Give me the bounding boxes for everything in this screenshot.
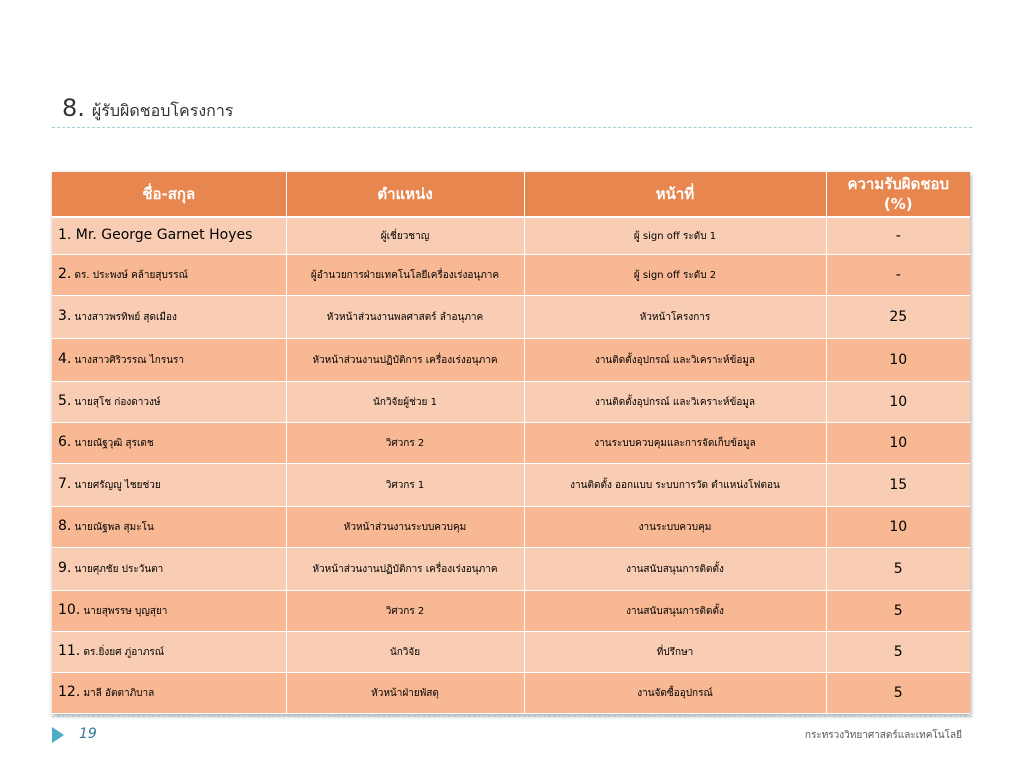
cell-duty: ที่ปรึกษา bbox=[524, 632, 826, 673]
table-row bbox=[52, 339, 970, 382]
cell-percent: 5 bbox=[826, 632, 970, 673]
table-row bbox=[52, 217, 970, 255]
top-divider bbox=[52, 127, 972, 128]
cell-name: 8. นายณัฐพล สุมะโน bbox=[52, 507, 286, 548]
cell-percent: - bbox=[826, 217, 970, 255]
bottom-divider bbox=[52, 716, 972, 717]
cell-name: 2. ดร. ประพงษ์ คล้ายสุบรรณ์ bbox=[52, 255, 286, 296]
page-number: 19 bbox=[79, 726, 97, 742]
cell-duty: งานจัดซื้ออุปกรณ์ bbox=[524, 673, 826, 714]
cell-position: ผู้เชี่ยวชาญ bbox=[286, 217, 524, 255]
cell-position: ผู้อำนวยการฝ่ายเทคโนโลยีเครื่องเร่งอนุภาค bbox=[286, 255, 524, 296]
cell-duty: ผู้ sign off ระดับ 2 bbox=[524, 255, 826, 296]
cell-name: 9. นายศุภชัย ประวันตา bbox=[52, 548, 286, 591]
table-row bbox=[52, 255, 970, 296]
cell-percent: 10 bbox=[826, 507, 970, 548]
cell-position: หัวหน้าฝ่ายพัสดุ bbox=[286, 673, 524, 714]
header-position: ตำแหน่ง bbox=[286, 172, 524, 217]
cell-duty: งานสนับสนุนการติดตั้ง bbox=[524, 548, 826, 591]
cell-name: 3. นางสาวพรทิพย์ สุดเมือง bbox=[52, 296, 286, 339]
header-percent: ความรับผิดชอบ (%) bbox=[826, 172, 970, 217]
cell-percent: - bbox=[826, 255, 970, 296]
title-number: 8. bbox=[62, 94, 85, 122]
header-name: ชื่อ-สกุล bbox=[52, 172, 286, 217]
cell-name: 6. นายณัฐวุฒิ สุรเดช bbox=[52, 423, 286, 464]
cell-position: หัวหน้าส่วนงานปฏิบัติการ เครื่องเร่งอนุภาค bbox=[286, 339, 524, 382]
cell-percent: 10 bbox=[826, 339, 970, 382]
cell-position: นักวิจัย bbox=[286, 632, 524, 673]
cell-duty: งานสนับสนุนการติดตั้ง bbox=[524, 591, 826, 632]
table-row bbox=[52, 673, 970, 714]
cell-position: วิศวกร 2 bbox=[286, 591, 524, 632]
cell-position: วิศวกร 2 bbox=[286, 423, 524, 464]
cell-name: 12. มาลี อัตตาภิบาล bbox=[52, 673, 286, 714]
cell-duty: งานติดตั้งอุปกรณ์ และวิเคราะห์ข้อมูล bbox=[524, 382, 826, 423]
play-arrow-icon bbox=[52, 727, 64, 743]
cell-position: หัวหน้าส่วนงานระบบควบคุม bbox=[286, 507, 524, 548]
cell-position: หัวหน้าส่วนงานพลศาสตร์ ลำอนุภาค bbox=[286, 296, 524, 339]
table-row bbox=[52, 632, 970, 673]
header-duty: หน้าที่ bbox=[524, 172, 826, 217]
cell-name: 10. นายสุพรรษ บุญสุยา bbox=[52, 591, 286, 632]
cell-percent: 5 bbox=[826, 673, 970, 714]
cell-percent: 25 bbox=[826, 296, 970, 339]
table-row bbox=[52, 423, 970, 464]
table-row bbox=[52, 296, 970, 339]
cell-percent: 5 bbox=[826, 591, 970, 632]
table-row bbox=[52, 591, 970, 632]
cell-position: นักวิจัยผู้ช่วย 1 bbox=[286, 382, 524, 423]
cell-name: 7. นายศรัญญู ไชยช่วย bbox=[52, 464, 286, 507]
title-text: ผู้รับผิดชอบโครงการ bbox=[91, 101, 234, 120]
cell-name: 11. ดร.ยิ่งยศ ภู่อาภรณ์ bbox=[52, 632, 286, 673]
cell-percent: 5 bbox=[826, 548, 970, 591]
cell-name: 4. นางสาวศิริวรรณ ไกรนรา bbox=[52, 339, 286, 382]
cell-name: 5. นายสุโช ก่องดาวงษ์ bbox=[52, 382, 286, 423]
table-row bbox=[52, 382, 970, 423]
slide-title bbox=[62, 94, 233, 124]
cell-duty: ผู้ sign off ระดับ 1 bbox=[524, 217, 826, 255]
cell-percent: 15 bbox=[826, 464, 970, 507]
cell-percent: 10 bbox=[826, 382, 970, 423]
table-row bbox=[52, 507, 970, 548]
cell-duty: งานติดตั้ง ออกแบบ ระบบการวัด ตำแหน่งโฟตอน bbox=[524, 464, 826, 507]
cell-duty: งานติดตั้งอุปกรณ์ และวิเคราะห์ข้อมูล bbox=[524, 339, 826, 382]
table-row bbox=[52, 464, 970, 507]
responsibility-table bbox=[52, 172, 970, 714]
cell-duty: งานระบบควบคุมและการจัดเก็บข้อมูล bbox=[524, 423, 826, 464]
cell-percent: 10 bbox=[826, 423, 970, 464]
cell-duty: หัวหน้าโครงการ bbox=[524, 296, 826, 339]
cell-position: วิศวกร 1 bbox=[286, 464, 524, 507]
cell-position: หัวหน้าส่วนงานปฏิบัติการ เครื่องเร่งอนุภาค bbox=[286, 548, 524, 591]
table-row bbox=[52, 548, 970, 591]
organization-name: กระทรวงวิทยาศาสตร์และเทคโนโลยี bbox=[804, 730, 962, 741]
cell-name: 1. Mr. George Garnet Hoyes bbox=[52, 217, 286, 255]
cell-duty: งานระบบควบคุม bbox=[524, 507, 826, 548]
table-header-row bbox=[52, 172, 970, 217]
